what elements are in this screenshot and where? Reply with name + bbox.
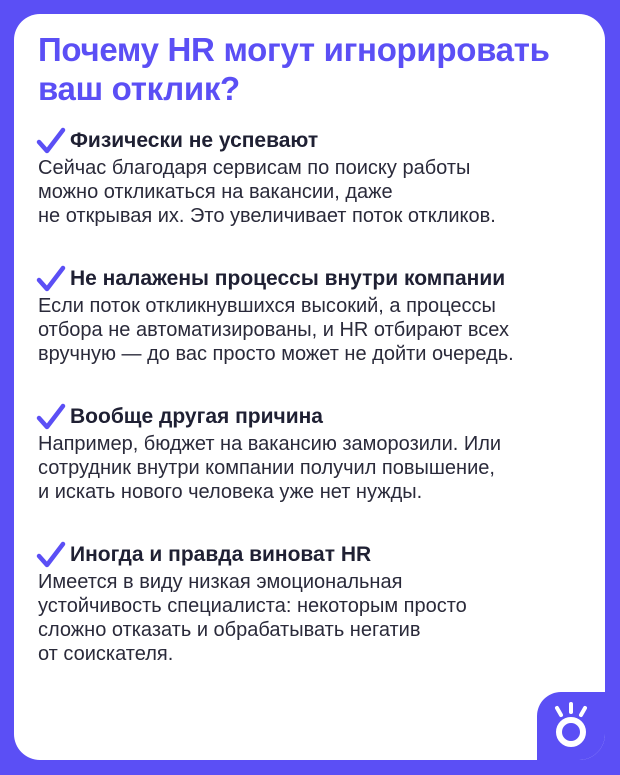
reason-title: Вообще другая причина: [70, 405, 323, 428]
brand-logo-icon: [547, 700, 595, 752]
page-title: [38, 30, 578, 108]
reason-header: [36, 402, 596, 432]
reason-item: [36, 540, 596, 666]
reason-header: [36, 264, 596, 294]
reason-text-line: Сейчас благодаря сервисам по поиску работы: [38, 157, 471, 179]
reason-title: Физически не успевают: [70, 129, 319, 152]
reason-text-line: Имеется в виду низкая эмоциональная: [38, 571, 403, 593]
reason-text-line: Например, бюджет на вакансию заморозили. Или: [38, 433, 502, 455]
reason-header: [36, 540, 596, 570]
reason-text-line: от соискателя.: [38, 643, 174, 665]
reason-item: [36, 264, 596, 366]
reason-item: [36, 402, 596, 504]
reason-text-line: Если поток откликнувшихся высокий, а процессы: [38, 295, 496, 317]
checkmark-icon: [36, 403, 66, 431]
reason-text: [36, 156, 596, 228]
reason-text-line: и искать нового человека уже нет нужды.: [38, 481, 423, 503]
reason-text-line: сложно отказать и обрабатывать негатив: [38, 619, 421, 641]
reason-text-line: отбора не автоматизированы, и HR отбирают всех: [38, 319, 509, 341]
title-line-1: Почему HR могут игнорировать: [38, 31, 550, 68]
reason-text-line: можно откликаться на вакансии, даже: [38, 181, 393, 203]
brand-badge: [537, 692, 605, 760]
checkmark-icon: [36, 265, 66, 293]
checkmark-icon: [36, 127, 66, 155]
reason-text: [36, 432, 596, 504]
reason-text-line: сотрудник внутри компании получил повышение,: [38, 457, 495, 479]
reason-text-line: устойчивость специалиста: некоторым просто: [38, 595, 467, 617]
reason-text: [36, 570, 596, 666]
reason-text: [36, 294, 596, 366]
reason-item: [36, 126, 596, 228]
title-line-2: ваш отклик?: [38, 70, 240, 107]
reason-title: Не налажены процессы внутри компании: [70, 267, 506, 290]
reason-title: Иногда и правда виноват HR: [70, 543, 372, 566]
reason-header: [36, 126, 596, 156]
reason-text-line: не открывая их. Это увеличивает поток откликов.: [38, 205, 496, 227]
checkmark-icon: [36, 541, 66, 569]
reason-text-line: вручную — до вас просто может не дойти очередь.: [38, 343, 514, 365]
info-card: [14, 14, 605, 760]
